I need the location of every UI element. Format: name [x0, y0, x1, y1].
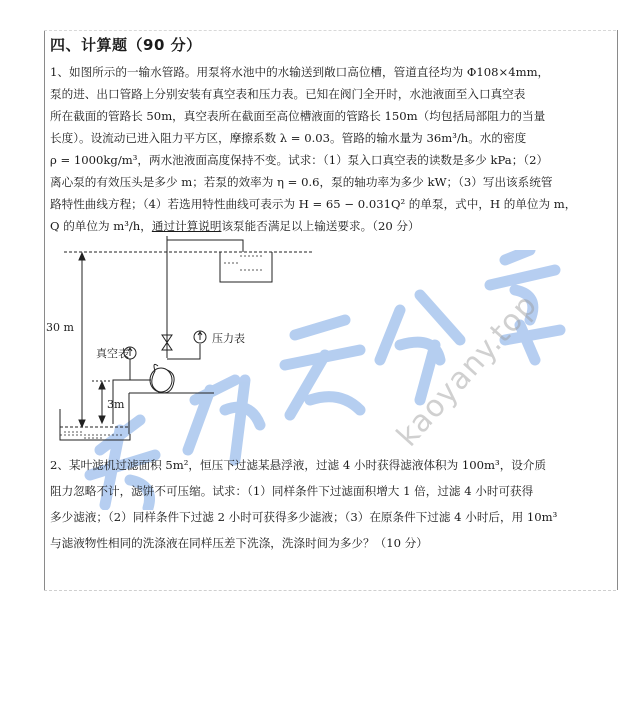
frame-bottom-rule	[44, 590, 616, 591]
question-1-last-line	[50, 215, 612, 237]
question-2-line: 与滤液物性相同的洗涤液在同样压差下洗涤，洗涤时间为多少？（10 分）	[50, 536, 428, 550]
question-1-line: 路特性曲线方程；（4）若选用特性曲线可表示为 H = 65 − 0.031Q² 的单泵，式中，H 的单位为 m，	[50, 197, 577, 211]
question-1-underlined-text: 通过计算说明	[151, 219, 222, 233]
suction-height-label: 3m	[107, 398, 125, 411]
vacuum-gauge-label: 真空表	[96, 347, 129, 360]
height-label: 30 m	[46, 321, 74, 334]
question-1	[50, 61, 612, 237]
question-1-line: ρ = 1000kg/m³，两水池液面高度保持不变。试求：（1）泵入口真空表的读数是多少 kPa；（2）	[50, 153, 549, 167]
question-2-line: 多少滤液；（2）同样条件下过滤 2 小时可获得多少滤液；（3）在原条件下过滤 4 小时后，用 10m³	[50, 510, 558, 524]
question-1-line: 离心泵的有效压头是多少 m；若泵的效率为 η = 0.6，泵的轴功率为多少 kW；（3）写出该系统管	[50, 175, 553, 189]
pressure-gauge-label: 压力表	[212, 332, 245, 345]
question-2	[50, 452, 612, 556]
watermark-url: kaoyany.top	[390, 287, 545, 454]
question-2-line: 阻力忽略不计，滤饼不可压缩。试求：（1）同样条件下过滤面积增大 1 倍，过滤 4 小时可获得	[50, 484, 534, 498]
question-1-line: 1、如图所示的一输水管路。用泵将水池中的水输送到敞口高位槽，管道直径均为 Φ108×4mm，	[50, 65, 550, 79]
question-1-line: 所在截面的管路长 50m，真空表所在截面至高位槽液面的管路长 150m（均包括局部阻力的当量	[50, 109, 546, 123]
section-title: 四、计算题（90 分）	[50, 36, 202, 54]
question-1-line: 泵的进、出口管路上分别安装有真空表和压力表。已知在阀门全开时，水池液面至入口真空表	[50, 87, 526, 101]
pipeline-diagram	[44, 236, 344, 442]
frame-top-rule	[44, 30, 616, 31]
question-1-line: 长度）。设流动已进入阻力平方区，摩擦系数 λ = 0.03。管路的输水量为 36m³/h。水的密度	[50, 131, 527, 145]
question-1-last-suffix: 该泵能否满足以上输送要求。（20 分）	[221, 219, 420, 233]
question-2-line: 2、某叶滤机过滤面积 5m²，恒压下过滤某悬浮液，过滤 4 小时获得滤液体积为 100m³，设介质	[50, 458, 547, 472]
question-1-last-prefix: Q 的单位为 m³/h，	[50, 219, 152, 233]
